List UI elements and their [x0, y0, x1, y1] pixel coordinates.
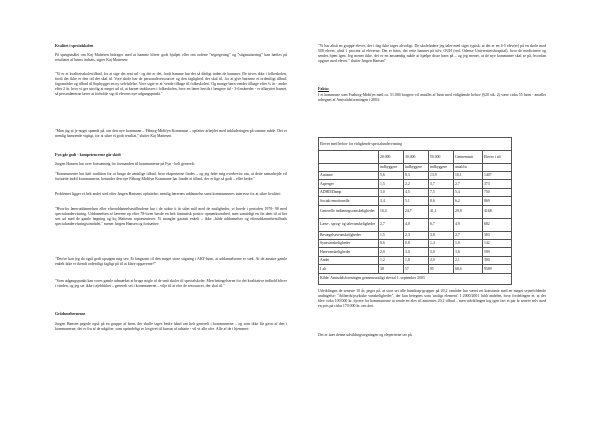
- row-label: Bevægelsesvanskeligheder: [319, 231, 379, 239]
- table-cell: 5,6: [379, 172, 404, 180]
- section-heading-competencies: Fyn går godt - kompetencerne går skidt: [55, 153, 121, 157]
- column-header: Elever i alt: [483, 151, 512, 164]
- paragraph: Udviklingen de seneste 10 år, peger på, at stort set alle handicap-grupper på 20,2 områder har været ret konstante med en meget sejnefoldende undtagelse: "Adfærds/psykiske vanskeligheder", der kan betegnes som 'uroligt element'. I 2000/2001 faldt andelen, hvor fordelingen er, at der blev cirka 100.000 kr. dyrere for kommunerne at sende en elev til amternes 20,2 tilbud – men udviklingen tog igen fart et par år senere selv med en pris på cirka 170.000 kr. om året.: [318, 289, 546, 309]
- table-cell: 383: [483, 231, 512, 239]
- table-row: [319, 239, 512, 247]
- column-subheader: indbyggere: [379, 164, 404, 172]
- table-cell: 4,5: [404, 188, 429, 196]
- table-cell: 2,1: [454, 256, 483, 264]
- table-cell: 0,6: [379, 239, 404, 247]
- paragraph: "Vi har altså en gruppe elever, der i dag ikke tages alvorligt. De skolefødere jeg taler med siger typisk, at det er en 4-5 elev(er) på en skole med 500 elever, altså 1 procent af eleverne. Det er børn, der rette hamnet på tolv. OUH (red. Odense Universitetshospital), hvor de medicinere og sendes hjem igen. Jeg mener ikke, det er en anstændig måde at hjælpe disse børn på – og jeg mener, at de nye kommuner skal se på, hvordan opgave med elever," slutter Jørgen Hansen": [318, 44, 546, 64]
- table-cell: 68,6: [454, 265, 483, 273]
- table-cell: 509: [483, 248, 512, 256]
- special-needs-table: [318, 137, 512, 285]
- table-cell: 300: [483, 256, 512, 264]
- paragraph: "Man jag at je noget spændt på, om den nye kommune – Fåborg-Midtfyn Kommune – opfatter arbejdet med inkluderingen på samme måde. Det er nemlig hamrende vigtigt, for at sikre et godt resultat," slutter Kaj Mattesen.: [55, 129, 287, 139]
- table-title: Elever med behov for vidtgående specialundervisning: [319, 138, 512, 151]
- table-cell: 4,9: [454, 218, 483, 231]
- table-row: [319, 180, 512, 188]
- section-heading-gray-zone: Grådsmehernesne: [55, 312, 86, 316]
- row-label: Synsvanskeligheder: [319, 239, 379, 247]
- table-cell: 16,4: [379, 205, 404, 218]
- table-cell: 3,4: [379, 197, 404, 205]
- table-cell: 6,7: [429, 218, 454, 231]
- row-label: Hørevanskeligheder: [319, 248, 379, 256]
- table-cell: 3,8: [429, 231, 454, 239]
- row-label: Læse-, sprog- og talevanskeligheder: [319, 218, 379, 231]
- table-cell: 142: [483, 239, 512, 247]
- table-cell: 2,7: [454, 180, 483, 188]
- table-cell: 41,1: [429, 205, 454, 218]
- table-cell: 1407: [483, 172, 512, 180]
- facts-paragraph: I et kommune som Faaborg-Midtfyn med ca. 51.000 borgere vil antallet af børn med vidtgående behov (§20 stk. 2) være cirka 55 børn - antallet udregnet af Amtsrådsforeningen i 2003:: [318, 93, 546, 103]
- table-cell: 5,4: [454, 188, 483, 196]
- table-row: [319, 205, 512, 218]
- paragraph: "Kommunerne har haft tradition for at bruge de amtslige tilbud, hvor eksperterne findes – og jeg føler mig overbevist om, at dette samarbejde vil fortsætte indtil kommunerne, herunder den nye Fåborg-Midtfyn Kommune har fundet et tilbud, der er lige så godt – eller bedre.": [55, 172, 287, 182]
- table-cell: 750: [483, 188, 512, 196]
- table-cell: 1,4: [429, 239, 454, 247]
- paragraph: "Som udgangspunkt kan vores gamle udmærket at bruge nogle af de små skoler til specialskoler. Men betingelserne for det kvalitative indhold bliver i vinden, og jeg ser ikke i øjeblikket – generelt set i kommunerne – vilje til at ofre de ressourcer, der skal til.": [55, 279, 287, 289]
- table-row: [319, 231, 512, 239]
- paragraph: Jørgen Hansen pegede også på en gruppe af børn, der skulle tages bedre hånd om helt generelt i kommunerne – og som ikke får gavn af den i kommunerne, det er fru af de udgifter, som oprindeligt er lovgivet til kursus af udsatte - vil vi alle ofre. Alle af de i hjemmet:: [55, 322, 287, 332]
- table-cell: 95: [429, 265, 454, 273]
- facts-heading: Fakta:: [318, 87, 330, 91]
- table-cell: 13,9: [429, 172, 454, 180]
- table-cell: 2,3: [404, 231, 429, 239]
- row-label: Andet: [319, 256, 379, 264]
- paragraph: På spørgsmålet om Kaj Mattesen bidrager med at hamme bliver godt hjulpet eller om ordene "segregering" og "stigmatisering" kan hæftes på resultatet af børns indsats, sigter Kaj Mattesen:: [55, 53, 287, 63]
- row-label: Socialt emotionelle: [319, 197, 379, 205]
- table-cell: 8,3: [404, 172, 429, 180]
- column-subheader: antal/tis: [454, 164, 483, 172]
- table-cell: 682: [483, 218, 512, 231]
- table-body: [319, 172, 512, 274]
- paragraph: Problemet ligger et helt andet sted efter Jørgen Hansens opfattelse, nemlig lærernes uddannelse samt kommunernes interesse for at sikre kvalitet:: [55, 192, 281, 196]
- table-cell: 1,2: [379, 256, 404, 264]
- table-row: [319, 248, 512, 256]
- table-cell: 2,7: [454, 231, 483, 239]
- table-cell: 1,8: [404, 256, 429, 264]
- table-cell: 3,0: [379, 188, 404, 196]
- table-row: [319, 197, 512, 205]
- table-cell: 57: [404, 265, 429, 273]
- row-label: Generelle indlæringsvanskeligheder: [319, 205, 379, 218]
- paragraph: Jørgen Hansen har over fortsætning for formanden til kommunerne på Fyn - helt generelt:: [55, 162, 195, 166]
- column-subheader: indbyggere: [429, 164, 454, 172]
- table-cell: 10,1: [454, 172, 483, 180]
- column-header: 30.000: [404, 151, 429, 164]
- table-cell: 3,7: [429, 180, 454, 188]
- table-cell: 1,0: [454, 239, 483, 247]
- row-label: Autisme: [319, 172, 379, 180]
- table-row: [319, 218, 512, 231]
- paragraph: "Vi er et kvalitetsskolestilbud, for at sige det rent ud - og det er det, fordi hamme har det så dårligt inden de kommer. De trives ikke i folkeskolen, fordi der ikke er den tid der skal til. Vore skole har de personaleressourcer og den faglighed, der skal til, for at give børnene et ordentligt tilbud, fagområder og tilbud til 6opbygget en ny selvfølelse. Vore sigte er at 'vende tilbage til folkeskolen'. Og mange børn vender tilbage efter ¾ år - andre efter 2 år, hvor vi ger utrolig at meget ud af, at barnet indslusses i folkeskolen, hvor en lærer hertils i længere tid - 3-6 måneder - er tilknyttet barnet, så personlærerne lærer at forholde sig til elevens nye udgangspunkt.": [55, 72, 287, 97]
- row-label: Asperger: [319, 180, 379, 188]
- paragraph: "Hvorfor læreruddannelsen eller efteruddannelsestilbudene har i de sidste ti år stået mål med de muligheder, vi havde i perioden 1970- 90 med specialundervisning. Uddannelsen af lærerne op efter 78-tiven havde en helt fantastisk positiv opmærksomhed, men samtidigt en fin dem til at ber stet ud med de gamle lægning og kq Mattesen repræsenterer. Vi mangler garanti enkelt – ikke –både uddannelser og efteruddannelsestilbuds specialundervisningsområdet," mener Jørgen Hansen og fortsætter:: [55, 207, 287, 227]
- column-header: Gennemsnit: [454, 151, 483, 164]
- table-cell: 3,0: [429, 256, 454, 264]
- table-cell: 1,5: [379, 180, 404, 188]
- table-row: [319, 172, 512, 180]
- table-cell: 24,7: [404, 205, 429, 218]
- table-cell: 9589: [483, 265, 512, 273]
- table-cell: 2,7: [379, 218, 404, 231]
- table-cell: 8,6: [429, 197, 454, 205]
- table-cell: 38: [379, 265, 404, 273]
- table-cell: 29,8: [454, 205, 483, 218]
- table-cell: 7,5: [429, 188, 454, 196]
- section-heading-quality: Kvalitet i specialskolen: [55, 44, 94, 48]
- table-cell: 5,0: [429, 248, 454, 256]
- row-label: I alt: [319, 265, 379, 273]
- table-cell: 2,0: [379, 248, 404, 256]
- table-cell: 6,2: [454, 197, 483, 205]
- table-cell: 4168: [483, 205, 512, 218]
- table-row: [319, 256, 512, 264]
- column-header: 50.000: [429, 151, 454, 164]
- table-cell: 4,0: [404, 218, 429, 231]
- column-subheader: indbyggere: [404, 164, 429, 172]
- column-header: 20.000: [379, 151, 404, 164]
- table-cell: 869: [483, 197, 512, 205]
- table-source: Kilde: Amtsrådsforeningen gennemsnitligt elevtal 1. september 2003: [319, 273, 512, 284]
- table-row: [319, 188, 512, 196]
- table-cell: 1,5: [379, 231, 404, 239]
- row-label: ADHD/Damp: [319, 188, 379, 196]
- table-cell: 2,2: [404, 180, 429, 188]
- table-cell: 0,8: [404, 239, 429, 247]
- paragraph: Det er især denne udviklingsregningen og eleperterne ser på.: [318, 333, 413, 337]
- table-cell: 3,6: [454, 248, 483, 256]
- table-cell: 373: [483, 180, 512, 188]
- paragraph: "Derfor kan jeg da også godt opsøgen nøg sev. Et langsomt til den meget store stigning i AKT-børn, at uddannelserne er væk. At de ansatte gamle enkelt ikke er ikendt ordentligt fagligt på til at klare opgaverne?": [55, 257, 287, 267]
- table-cell: 3,0: [404, 248, 429, 256]
- table-row: [319, 265, 512, 273]
- table-cell: 5,1: [404, 197, 429, 205]
